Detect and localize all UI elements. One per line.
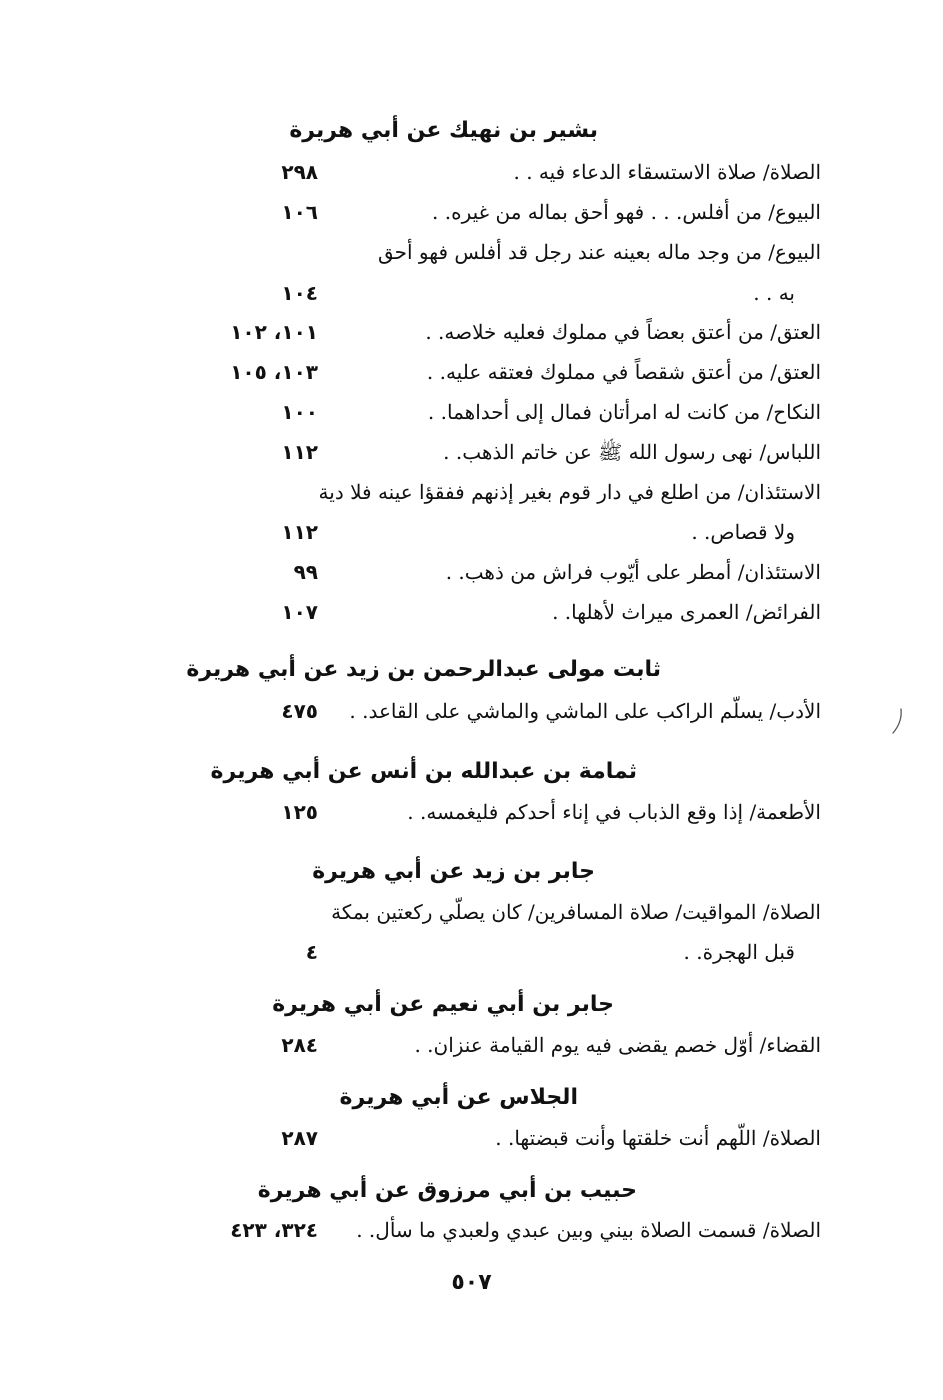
section-heading: الجلاس عن أبي هريرة	[339, 1085, 578, 1110]
page-reference: ٢٨٤	[281, 1033, 318, 1057]
page-reference: ١١٢	[281, 520, 318, 544]
page-reference: ١٠٣، ١٠٥	[230, 360, 318, 384]
section-heading: جابر بن زيد عن أبي هريرة	[312, 859, 595, 884]
margin-mark-icon	[890, 706, 904, 736]
entry-text: العتق/ من أعتق شقصاً في مملوك فعتقه عليه. .	[426, 360, 821, 384]
entry-text: الأطعمة/ إذا وقع الذباب في إناء أحدكم فليغمسه. .	[407, 800, 821, 824]
page-reference: ١٠٦	[281, 200, 318, 224]
entry-text: الأدب/ يسلّم الراكب على الماشي والماشي على القاعد. .	[349, 699, 821, 723]
page-reference: ١٠٤	[281, 281, 318, 305]
page-number: ٥٠٧	[451, 1270, 492, 1295]
section-heading: ثمامة بن عبدالله بن أنس عن أبي هريرة	[210, 759, 637, 784]
section-heading: بشير بن نهيك عن أبي هريرة	[289, 118, 598, 143]
page-reference: ١٢٥	[281, 800, 318, 824]
page-reference: ٢٨٧	[281, 1126, 318, 1150]
entry-text: النكاح/ من كانت له امرأتان فمال إلى أحداهما. .	[427, 400, 821, 424]
entry-text: اللباس/ نهى رسول الله ﷺ عن خاتم الذهب. .	[443, 440, 821, 464]
section-heading: ثابت مولى عبدالرحمن بن زيد عن أبي هريرة	[186, 657, 661, 682]
entry-continuation: به . .	[753, 281, 795, 305]
entry-text: البيوع/ من وجد ماله بعينه عند رجل قد أفلس فهو أحق	[377, 240, 821, 264]
page-reference: ٢٩٨	[281, 160, 318, 184]
entry-text: العتق/ من أعتق بعضاً في مملوك فعليه خلاصه. .	[425, 320, 821, 344]
entry-text: الفرائض/ العمرى ميراث لأهلها. .	[552, 600, 821, 624]
entry-text: القضاء/ أوّل خصم يقضى فيه يوم القيامة عنزان. .	[414, 1033, 821, 1057]
entry-continuation: قبل الهجرة. .	[683, 940, 795, 964]
entry-text: الصلاة/ قسمت الصلاة بيني وبين عبدي ولعبدي ما سأل. .	[356, 1218, 821, 1242]
page-reference: ٣٢٤، ٤٢٣	[230, 1218, 318, 1242]
page-reference: ٤	[305, 940, 318, 964]
section-heading: حبيب بن أبي مرزوق عن أبي هريرة	[257, 1178, 637, 1203]
entry-continuation: ولا قصاص. .	[691, 520, 795, 544]
page-reference: ٩٩	[293, 560, 318, 584]
entry-text: الاستئذان/ أمطر على أيّوب فراش من ذهب. .	[445, 560, 821, 584]
entry-text: الصلاة/ اللّهم أنت خلقتها وأنت قبضتها. .	[495, 1126, 821, 1150]
page-reference: ١١٢	[281, 440, 318, 464]
page-reference: ١٠٧	[281, 600, 318, 624]
page-reference: ١٠١، ١٠٢	[230, 320, 318, 344]
entry-text: الصلاة/ المواقيت/ صلاة المسافرين/ كان يصلّي ركعتين بمكة	[331, 900, 821, 924]
page-reference: ٤٧٥	[281, 699, 318, 723]
section-heading: جابر بن أبي نعيم عن أبي هريرة	[272, 992, 614, 1017]
entry-text: الاستئذان/ من اطلع في دار قوم بغير إذنهم ففقؤا عينه فلا دية	[318, 480, 821, 504]
entry-text: البيوع/ من أفلس. . . فهو أحق بماله من غيره. .	[432, 200, 821, 224]
entry-text: الصلاة/ صلاة الاستسقاء الدعاء فيه . .	[513, 160, 821, 184]
page-reference: ١٠٠	[281, 400, 318, 424]
